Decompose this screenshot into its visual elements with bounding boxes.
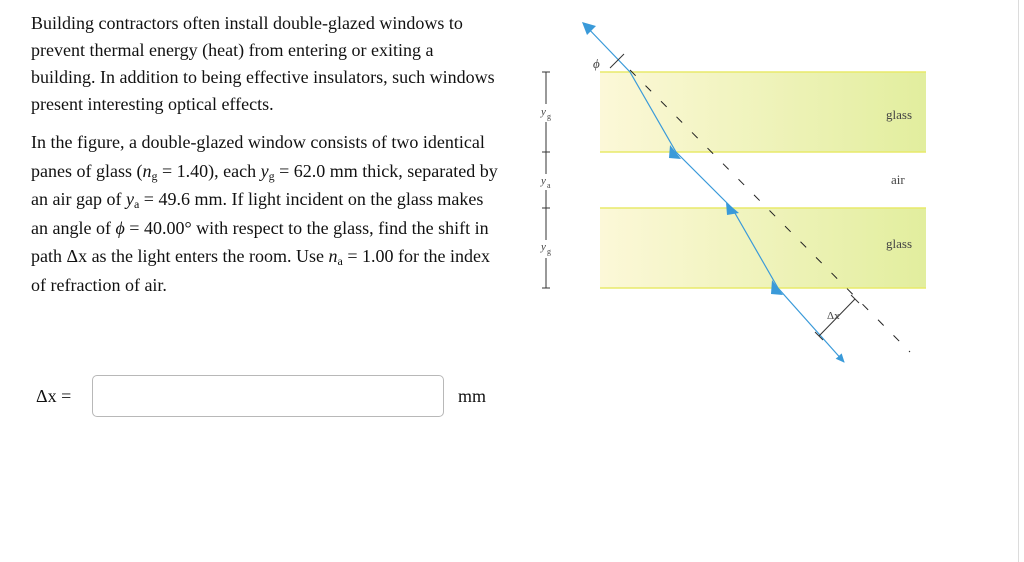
air-label: air [891,172,905,187]
n-air-symbol: n [328,246,338,266]
yg-bottom-sub: g [547,247,551,256]
yg-top-sub: g [547,112,551,121]
details-text-4: = 49.6 mm. If light incident on the glass makes an angle of [31,189,484,238]
phi-symbol: ϕ [115,217,125,238]
details-text-5: = 40.00° with respect to the glass, find the shift in path Δx as the light enters the room. Use [31,217,489,266]
y-air-symbol: y [125,189,134,209]
glass-label-bottom: glass [886,236,912,251]
dx-label: Δx [827,310,840,322]
answer-label: Δx = [36,385,72,406]
answer-input[interactable] [92,375,444,417]
ya-sub: a [547,181,551,190]
y-glass-subscript: g [268,168,275,183]
glass-pane-top [600,72,926,152]
glass-label-top: glass [886,107,912,122]
n-glass-symbol: n [142,160,152,181]
phi-label: ϕ [593,56,600,71]
details-text-1: In the figure, a double-glazed window consists of two identical panes of glass ( [31,132,485,181]
yg-top-label: y [541,106,546,118]
phi-tick [610,54,624,68]
problem-statement [31,10,501,309]
problem-paragraph-details [31,128,501,299]
double-glazed-window-figure [530,12,950,372]
glass-pane-bottom [600,208,926,288]
n-glass-subscript: g [151,168,158,183]
details-text-2: = 1.40), each [157,160,261,181]
ya-label: y [541,175,546,187]
y-glass-symbol: y [260,160,269,181]
n-air-subscript: a [337,254,343,268]
y-air-subscript: a [133,197,140,211]
details-text-3: = 62.0 mm thick, separated by an air gap of [31,160,498,209]
answer-row [36,373,486,419]
answer-unit: mm [458,385,487,406]
ray-arrow-incident [582,22,596,35]
yg-bottom-label: y [541,241,546,253]
details-text-6: = 1.00 for the index of refraction of air. [31,246,490,295]
problem-paragraph-intro: Building contractors often install double-glazed windows to prevent thermal energy (heat) from entering or exiting a building. In addition to being effective insulators, such windows present interesting optical effects. [31,13,495,114]
